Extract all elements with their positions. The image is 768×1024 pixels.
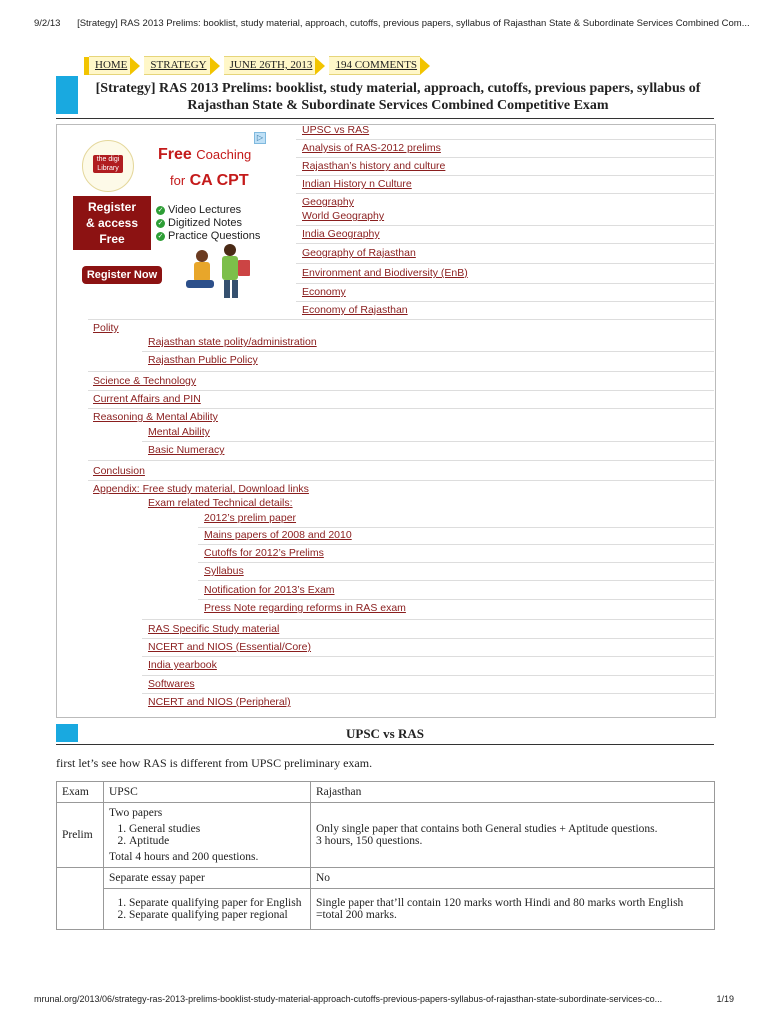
toc-item[interactable] <box>302 178 412 191</box>
check-icon: ✓ <box>157 220 164 227</box>
toc-link[interactable]: Basic Numeracy <box>148 444 225 456</box>
toc-item[interactable] <box>302 160 445 173</box>
divider <box>142 619 714 620</box>
divider <box>296 301 714 302</box>
ad-register-line: & access <box>85 216 139 230</box>
toc-link[interactable]: Notification for 2013’s Exam <box>204 584 335 596</box>
toc-link[interactable]: India yearbook <box>148 659 217 671</box>
divider <box>142 441 714 442</box>
divider <box>296 263 714 264</box>
list-item: 1. Separate qualifying paper for English <box>129 897 305 909</box>
toc-subitem[interactable] <box>148 444 224 457</box>
divider <box>88 460 714 461</box>
toc-subitem[interactable] <box>148 354 258 367</box>
toc-item[interactable] <box>302 228 380 241</box>
toc-subitem[interactable] <box>148 497 293 510</box>
ad-choices-icon[interactable]: ▷ <box>254 132 266 144</box>
print-date: 9/2/13 <box>34 18 61 29</box>
divider <box>296 157 714 158</box>
divider <box>296 175 714 176</box>
divider <box>142 638 714 639</box>
toc-subitem[interactable] <box>148 426 210 439</box>
toc-subsubitem[interactable] <box>204 584 335 597</box>
divider <box>142 675 714 676</box>
table-header: Exam <box>57 782 104 803</box>
table-header: UPSC <box>104 782 311 803</box>
section-heading <box>56 724 714 745</box>
toc-item[interactable] <box>302 196 354 209</box>
footer-url: mrunal.org/2013/06/strategy-ras-2013-prelims-booklist-study-material-approach-cutoffs-previous-papers-syllabus-of-rajasthan-state-subordinate-services-co... <box>34 994 663 1004</box>
toc-link[interactable]: Rajasthan state polity/administration <box>148 336 317 348</box>
breadcrumb-comments[interactable] <box>329 56 430 75</box>
article-title-box <box>56 76 714 119</box>
toc-link[interactable]: NCERT and NIOS (Peripheral) <box>148 696 291 708</box>
toc-item[interactable] <box>93 465 145 478</box>
toc-link[interactable]: Environment and Biodiversity (EnB) <box>302 267 468 279</box>
divider <box>142 693 714 694</box>
toc-item[interactable] <box>302 124 369 137</box>
divider <box>198 562 714 563</box>
toc-subitem[interactable] <box>148 696 291 709</box>
ad-free: Free <box>158 146 192 163</box>
ad-coaching: Coaching <box>196 147 252 162</box>
title-accent <box>56 76 78 114</box>
register-now-button[interactable]: Register Now <box>82 266 162 284</box>
cell-text: =total 200 marks. <box>316 909 397 921</box>
ad-register-line: Register <box>87 200 137 214</box>
toc-link[interactable]: Conclusion <box>93 465 145 477</box>
toc-link[interactable]: Mains papers of 2008 and 2010 <box>204 529 352 541</box>
divider <box>198 527 714 528</box>
toc-subsubitem[interactable] <box>204 565 244 578</box>
cell-text: Only single paper that contains both General studies + Aptitude questions. <box>316 823 658 835</box>
toc-subitem[interactable] <box>148 678 195 691</box>
table-cell: Separate essay paper <box>104 868 311 889</box>
toc-link[interactable]: Geography <box>302 196 354 208</box>
toc-item[interactable] <box>93 375 196 388</box>
breadcrumb-date[interactable] <box>224 56 326 75</box>
table-row <box>57 868 715 889</box>
toc-link[interactable]: NCERT and NIOS (Essential/Core) <box>148 641 312 653</box>
table-cell <box>311 803 715 868</box>
cell-text: Single paper that’ll contain 120 marks worth Hindi and 80 marks worth English <box>316 897 684 909</box>
cell-list <box>129 897 305 921</box>
toc-link[interactable]: World Geography <box>302 210 385 222</box>
toc-link[interactable]: Appendix: Free study material, Download links <box>93 483 309 495</box>
toc-item[interactable] <box>302 304 408 317</box>
toc-link[interactable]: Economy of Rajasthan <box>302 304 408 316</box>
breadcrumb-home-link[interactable]: HOME <box>89 56 130 75</box>
divider <box>198 599 714 600</box>
breadcrumb-strategy[interactable] <box>144 56 219 75</box>
toc-link[interactable]: Rajasthan’s history and culture <box>302 160 446 172</box>
divider <box>296 243 714 244</box>
toc-item[interactable] <box>302 142 441 155</box>
toc-item[interactable] <box>93 322 119 335</box>
ad-headline <box>158 146 251 164</box>
print-title: [Strategy] RAS 2013 Prelims: booklist, study material, approach, cutoffs, previous papers, syllabus of Rajasthan State & Subordinate Services Combined Com... <box>77 18 750 29</box>
comparison-table <box>56 781 715 930</box>
toc-link[interactable]: Softwares <box>148 678 195 690</box>
table-row <box>57 782 715 803</box>
table-cell <box>104 889 311 930</box>
toc-subsubitem[interactable] <box>204 512 296 525</box>
divider <box>198 544 714 545</box>
section-title: UPSC vs RAS <box>345 726 424 741</box>
logo-badge: the digi Library <box>93 155 123 173</box>
ad-feature <box>156 204 260 217</box>
toc-link[interactable]: Press Note regarding reforms in RAS exam <box>204 602 406 614</box>
toc-subitem[interactable] <box>148 336 317 349</box>
toc-link[interactable]: Geography of Rajasthan <box>302 247 416 259</box>
toc-link[interactable]: Analysis of RAS-2012 prelims <box>302 142 441 154</box>
divider <box>198 580 714 581</box>
toc-link[interactable]: Exam related Technical details: <box>148 497 293 509</box>
toc-link[interactable]: Cutoffs for 2012’s Prelims <box>204 547 324 559</box>
table-row <box>57 889 715 930</box>
print-header <box>34 18 750 29</box>
toc-link[interactable]: 2012’s prelim paper <box>204 512 297 524</box>
divider <box>88 408 714 409</box>
cell-text: Two papers <box>109 807 163 819</box>
divider <box>296 139 714 140</box>
divider <box>142 351 714 352</box>
toc-subsubitem[interactable] <box>204 529 352 542</box>
toc-item[interactable] <box>93 393 201 406</box>
divider <box>296 283 714 284</box>
divider <box>88 390 714 391</box>
cell-text: 3 hours, 150 questions. <box>316 835 423 847</box>
advertisement[interactable] <box>72 130 268 306</box>
divider <box>296 225 714 226</box>
toc-subitem[interactable] <box>148 659 217 672</box>
list-item: 1. General studies <box>129 823 305 835</box>
divider <box>88 480 714 481</box>
toc-link[interactable]: Mental Ability <box>148 426 210 438</box>
ad-feature-label: Practice Questions <box>168 230 261 242</box>
breadcrumb-strategy-link[interactable]: STRATEGY <box>144 56 209 75</box>
breadcrumb-date-link[interactable]: JUNE 26TH, 2013 <box>224 56 316 75</box>
divider <box>296 193 714 194</box>
ad-cpt: CA CPT <box>189 172 249 189</box>
toc-link[interactable]: UPSC vs RAS <box>302 124 370 136</box>
ad-features <box>156 204 260 243</box>
divider <box>88 371 714 372</box>
toc-link[interactable]: Rajasthan Public Policy <box>148 354 258 366</box>
ad-subheadline <box>170 172 249 190</box>
ad-for: for <box>170 173 186 188</box>
toc-subitem[interactable] <box>148 641 311 654</box>
table-cell <box>311 889 715 930</box>
intro-paragraph: first let’s see how RAS is different from UPSC preliminary exam. <box>56 756 373 770</box>
toc-link[interactable]: Economy <box>302 286 346 298</box>
toc-subsubitem[interactable] <box>204 602 406 615</box>
toc-subitem[interactable] <box>148 623 279 636</box>
ad-feature-label: Digitized Notes <box>168 217 242 229</box>
toc-item[interactable] <box>93 483 309 496</box>
breadcrumb-home[interactable] <box>84 56 140 75</box>
list-item: 2. Separate qualifying paper regional <box>129 909 305 921</box>
toc-link[interactable]: Syllabus <box>204 565 244 577</box>
toc-link[interactable]: Indian History n Culture <box>302 178 412 190</box>
toc-link[interactable]: Polity <box>93 322 119 334</box>
check-icon: ✓ <box>157 233 164 240</box>
cell-text: Total 4 hours and 200 questions. <box>109 851 259 863</box>
toc-link[interactable]: India Geography <box>302 228 380 240</box>
ad-register-line: Free <box>99 232 125 246</box>
divider <box>88 319 714 320</box>
page-number: 1/19 <box>716 994 734 1004</box>
toc-link[interactable]: Science & Technology <box>93 375 197 387</box>
list-item: 2. Aptitude <box>129 835 305 847</box>
table-cell: Prelim <box>57 803 104 868</box>
toc-subsubitem[interactable] <box>204 547 324 560</box>
table-header: Rajasthan <box>311 782 715 803</box>
toc-link[interactable]: Reasoning & Mental Ability <box>93 411 218 423</box>
toc-item[interactable] <box>302 247 416 260</box>
article-title: [Strategy] RAS 2013 Prelims: booklist, study material, approach, cutoffs, previous papers, syllabus of Rajasthan State & Subordinate Services Combined Competitive Exam <box>95 81 701 113</box>
print-footer <box>34 994 734 1004</box>
toc-link[interactable]: Current Affairs and PIN <box>93 393 201 405</box>
ad-register-box[interactable] <box>73 196 151 250</box>
breadcrumb <box>84 56 434 75</box>
toc-item[interactable] <box>93 411 218 424</box>
cell-list <box>129 823 305 847</box>
check-icon: ✓ <box>157 207 164 214</box>
toc-item[interactable] <box>302 286 346 299</box>
students-illustration <box>182 242 256 300</box>
divider <box>142 656 714 657</box>
ad-feature <box>156 217 260 230</box>
toc-link[interactable]: RAS Specific Study material <box>148 623 280 635</box>
table-row <box>57 803 715 868</box>
breadcrumb-comments-link[interactable]: 194 COMMENTS <box>329 56 420 75</box>
toc-item[interactable] <box>302 210 384 223</box>
digi-library-logo <box>82 140 134 192</box>
table-cell <box>104 803 311 868</box>
table-cell: No <box>311 868 715 889</box>
ad-feature-label: Video Lectures <box>168 204 242 216</box>
toc-item[interactable] <box>302 267 468 280</box>
table-cell <box>57 868 104 930</box>
